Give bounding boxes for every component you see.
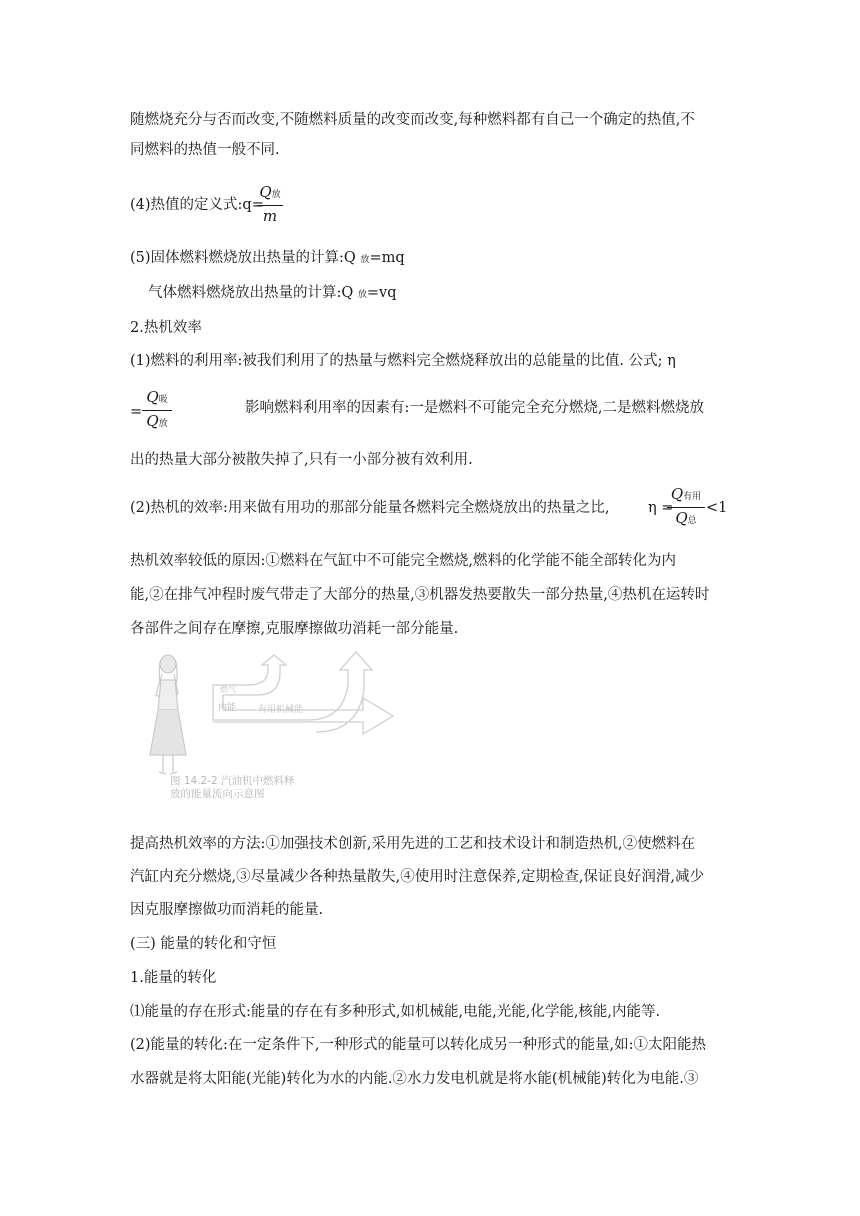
heat-value-fraction: Q放 m [257,183,283,225]
section-heading: (三) 能量的转化和守恒 [130,936,277,952]
text-line: 气体燃料燃烧放出热量的计算:Q 放=vq [148,285,397,301]
svg-text:燃气: 燃气 [220,685,236,694]
text-line: 因克服摩擦做功而消耗的能量. [130,902,324,918]
text-line: 热机效率较低的原因:①燃料在气缸中不可能完全燃烧,燃料的化学能不能全部转化为内 [130,553,676,569]
text-line: 同燃料的热值一般不同. [130,142,280,158]
text-line: 提高热机效率的方法:①加强技术创新,采用先进的工艺和技术设计和制造热机,②使燃料在 [130,836,696,852]
text-line: 各部件之间存在摩擦,克服摩擦做功消耗一部分能量. [130,621,459,637]
text-line: 随燃烧充分与否而改变,不随燃料质量的改变而改变,每种燃料都有自己一个确定的热值,不 [130,112,695,128]
text-line: 水器就是将太阳能(光能)转化为水的内能.②水力发电机就是将水能(机械能)转化为电能.③ [130,1071,699,1087]
svg-text:有用机械能: 有用机械能 [258,705,304,715]
text-line: 出的热量大部分被散失掉了,只有一小部分被有效利用. [130,452,473,468]
efficiency-fraction: Q有用 Q总 [667,485,705,530]
text-line: (1)燃料的利用率:被我们利用了的热量与燃料完全燃烧释放出的总能量的比值. 公式; η [130,353,676,369]
text-line: 影响燃料利用率的因素有:一是燃料不可能完全充分燃烧,二是燃料燃烧放 [245,400,704,416]
utilization-fraction: Q吸 Q放 [142,388,172,433]
text-line: <1 [706,500,728,516]
figure-caption: 图 14.2-2 汽油机中燃料释 放的能量流向示意图 [170,775,295,800]
text-line: (5)固体燃料燃烧放出热量的计算:Q 放=mq [130,250,405,266]
text-line: 能,②在排气冲程时废气带走了大部分的热量,③机器发热要散失一部分热量,④热机在运转时 [130,587,710,603]
text-line: 2.热机效率 [130,320,202,336]
text-line: 汽缸内充分燃烧,③尽量减少各种热量散失,④使用时注意保养,定期检查,保证良好润滑,减少 [130,869,705,885]
text-line: (2)能量的转化:在一定条件下,一种形式的能量可以转化成另一种形式的能量,如:①太阳能热 [130,1037,707,1053]
section-heading: 1.能量的转化 [130,970,217,986]
svg-text:内能: 内能 [218,703,237,713]
eta-symbol: η = [648,500,674,516]
text-line: = [130,404,143,420]
text-line: (4)热值的定义式:q= [130,197,264,213]
text-line: ⑴能量的存在形式:能量的存在有多种形式,如机械能,电能,光能,化学能,核能,内能等. [130,1004,661,1020]
text-line: (2)热机的效率:用来做有用功的那部分能量各燃料完全燃烧放出的热量之比, [130,500,610,516]
